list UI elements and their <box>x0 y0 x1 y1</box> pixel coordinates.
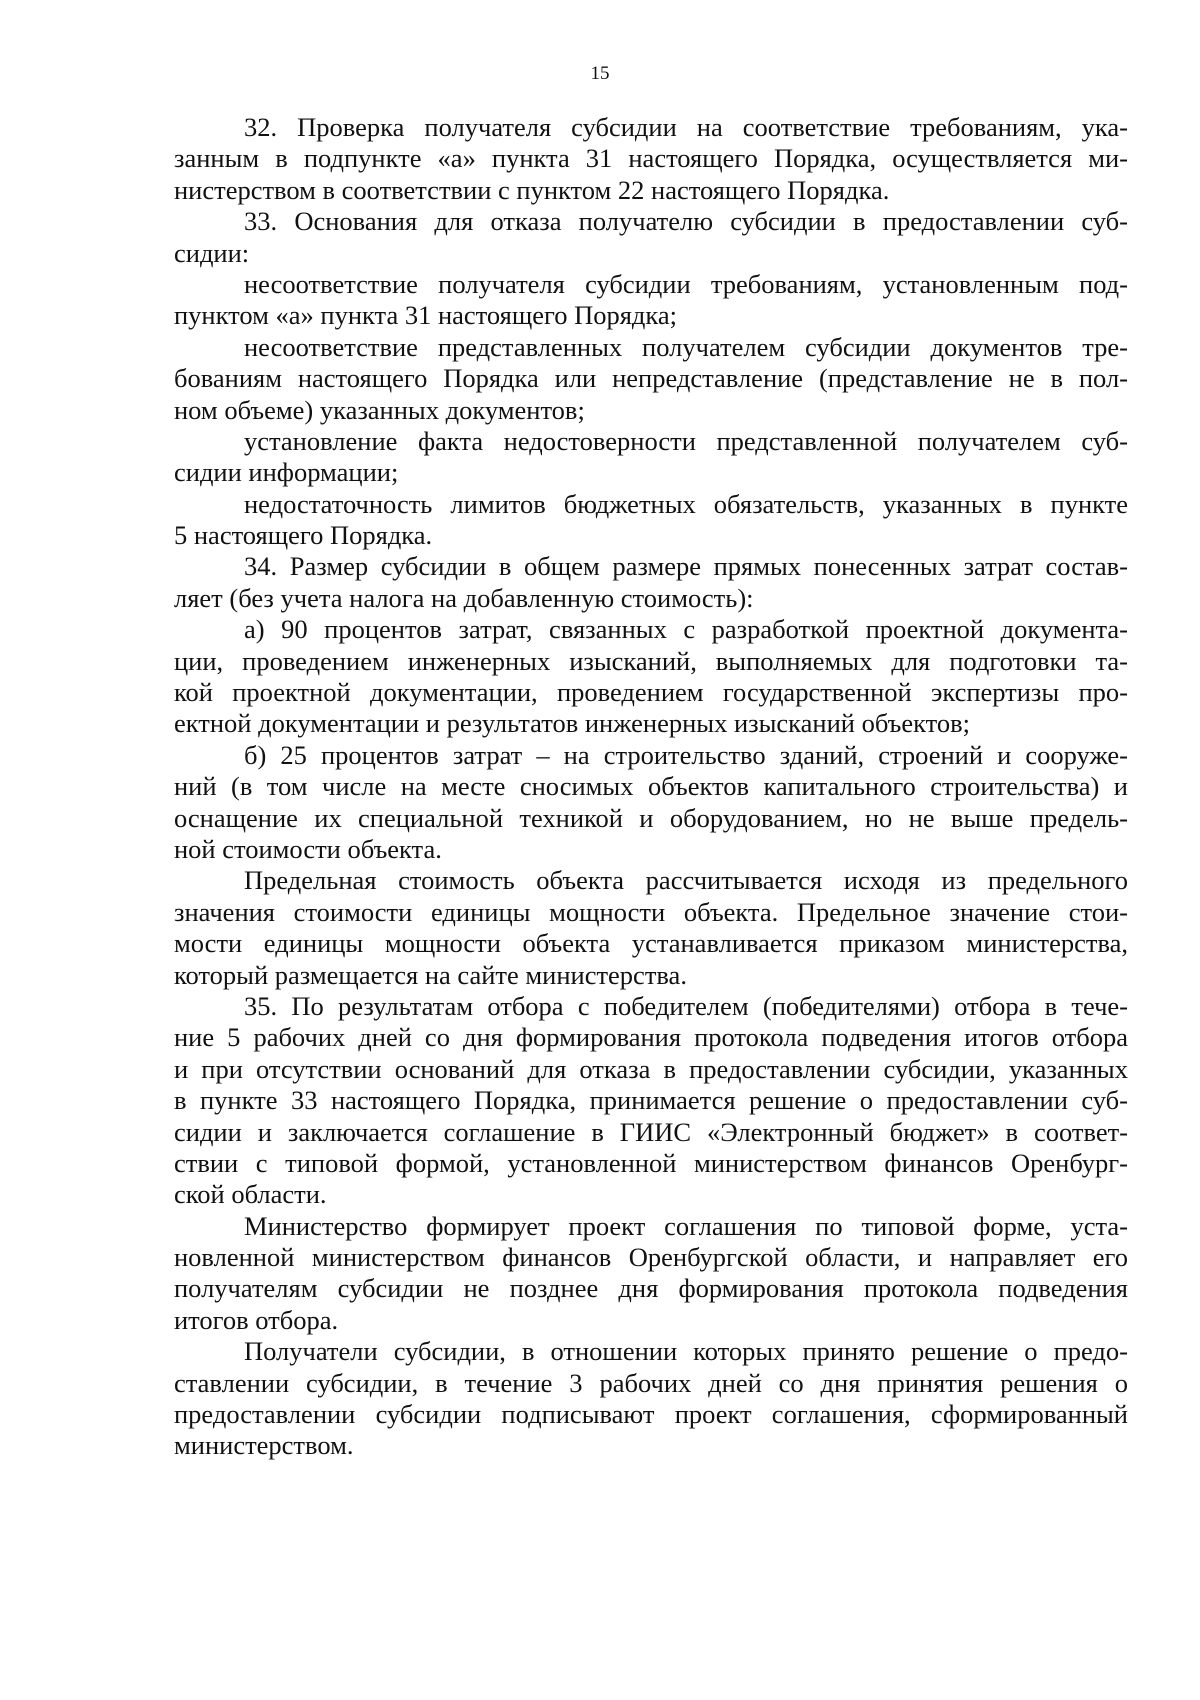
text-line: ектной документации и результатов инженерных изысканий объектов; <box>174 708 971 739</box>
text-line: министерством. <box>174 1430 354 1461</box>
text-line: нистерством в соответствии с пунктом 22 настоящего Порядка. <box>174 174 890 205</box>
text-line: 34. Размер субсидии в общем размере прямых понесенных затрат состав- <box>244 551 1128 582</box>
text-line: занным в подпункте «а» пункта 31 настоящего Порядка, осуществляется ми- <box>174 143 1128 174</box>
text-line: оснащение их специальной техникой и оборудованием, но не выше предель- <box>174 802 1128 833</box>
text-line: недостаточность лимитов бюджетных обязательств, указанных в пункте <box>244 488 1128 519</box>
text-line: кой проектной документации, проведением государственной экспертизы про- <box>174 677 1128 708</box>
text-line: ской области. <box>174 1179 327 1210</box>
text-line: предоставлении субсидии подписывают проект соглашения, сформированный <box>174 1399 1128 1430</box>
text-line: получателям субсидии не позднее дня формирования протокола подведения <box>174 1273 1128 1304</box>
text-line: итогов отбора. <box>174 1304 339 1335</box>
text-line: сидии: <box>174 237 250 268</box>
text-line: значения стоимости единицы мощности объекта. Предельное значение стои- <box>174 896 1128 927</box>
text-line: установление факта недостоверности представленной получателем суб- <box>244 425 1128 456</box>
text-line: 33. Основания для отказа получателю субсидии в предоставлении суб- <box>244 206 1128 237</box>
text-line: б) 25 процентов затрат – на строительство зданий, строений и сооруже- <box>244 739 1128 770</box>
text-line: ной стоимости объекта. <box>174 833 442 864</box>
text-line: сидии и заключается соглашение в ГИИС «Электронный бюджет» в соответ- <box>174 1116 1128 1147</box>
text-line: ствии с типовой формой, установленной министерством финансов Оренбург- <box>174 1147 1128 1178</box>
text-line: ции, проведением инженерных изысканий, выполняемых для подготовки та- <box>174 645 1128 676</box>
text-line: пунктом «а» пункта 31 настоящего Порядка; <box>174 300 677 331</box>
text-line: а) 90 процентов затрат, связанных с разработкой проектной документа- <box>244 614 1128 645</box>
text-line: 5 настоящего Порядка. <box>174 520 433 551</box>
text-line: ние 5 рабочих дней со дня формирования протокола подведения итогов отбора <box>174 1022 1128 1053</box>
text-line: Предельная стоимость объекта рассчитывается исходя из предельного <box>244 865 1128 896</box>
document-body <box>174 112 1128 1462</box>
page-number: 15 <box>590 63 610 84</box>
text-line: в пункте 33 настоящего Порядка, принимается решение о предоставлении суб- <box>174 1085 1128 1116</box>
text-line: бованиям настоящего Порядка или непредставление (представление не в пол- <box>174 363 1128 394</box>
text-line: ставлении субсидии, в течение 3 рабочих дней со дня принятия решения о <box>174 1367 1128 1398</box>
text-line: Министерство формирует проект соглашения по типовой форме, уста- <box>244 1210 1128 1241</box>
text-line: ляет (без учета налога на добавленную стоимость): <box>174 582 754 613</box>
text-line: ном объеме) указанных документов; <box>174 394 585 425</box>
text-line: 32. Проверка получателя субсидии на соответствие требованиям, ука- <box>244 112 1128 142</box>
text-line: 35. По результатам отбора с победителем (победителями) отбора в тече- <box>244 990 1128 1021</box>
text-line: Получатели субсидии, в отношении которых принято решение о предо- <box>244 1336 1128 1367</box>
text-line: несоответствие получателя субсидии требованиям, установленным под- <box>244 268 1128 299</box>
text-line: ний (в том числе на месте сносимых объектов капитального строительства) и <box>174 771 1128 802</box>
text-line: несоответствие представленных получателем субсидии документов тре- <box>244 331 1128 362</box>
text-line: и при отсутствии оснований для отказа в предоставлении субсидии, указанных <box>174 1053 1128 1084</box>
text-line: который размещается на сайте министерства. <box>174 959 687 990</box>
text-line: новленной министерством финансов Оренбургской области, и направляет его <box>174 1242 1128 1273</box>
text-line: мости единицы мощности объекта устанавливается приказом министерства, <box>174 928 1128 959</box>
text-line: сидии информации; <box>174 457 399 488</box>
